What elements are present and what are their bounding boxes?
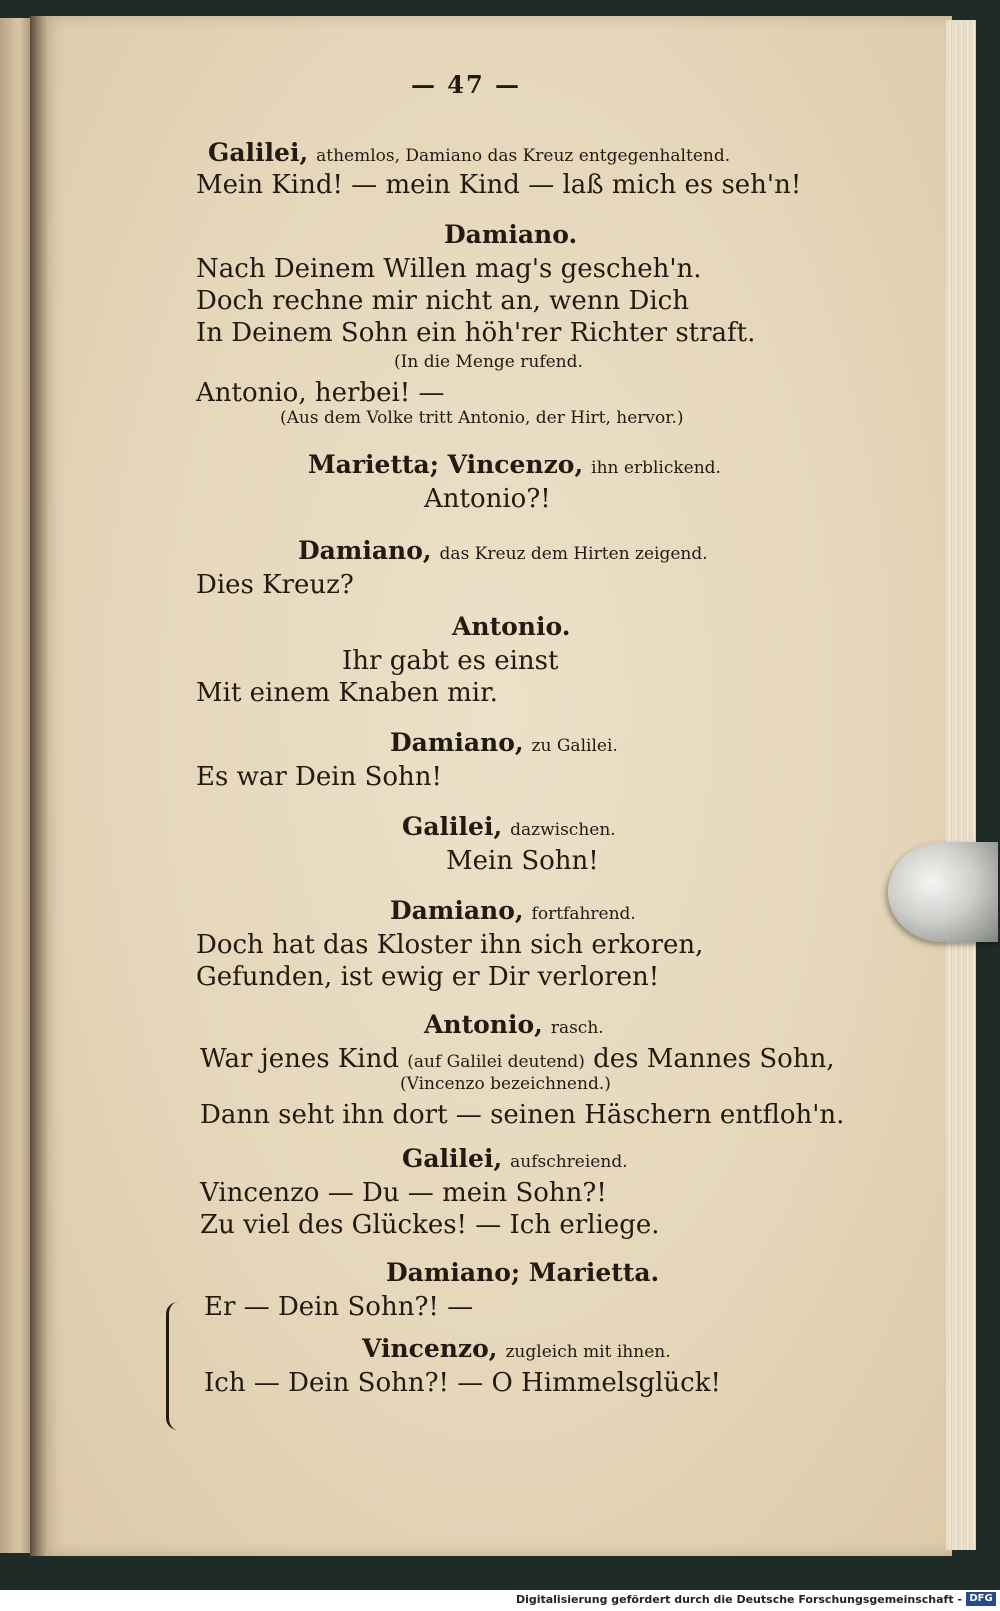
book-gutter — [30, 16, 48, 1556]
speech-line: Nach Deinem Willen mag's gescheh'n. — [196, 254, 702, 284]
speech-line: Antonio?! — [424, 484, 551, 514]
speech-line: Gefunden, ist ewig er Dir verloren! — [196, 962, 660, 992]
speech-line: Zu viel des Glückes! — Ich erliege. — [200, 1210, 660, 1240]
page-stack-edge — [946, 20, 976, 1550]
dfg-logo: DFG — [966, 1592, 996, 1606]
speaker-heading: Damiano, das Kreuz dem Hirten zeigend. — [298, 536, 708, 565]
speaker-heading: Antonio, rasch. — [424, 1010, 604, 1039]
speech-line: Mit einem Knaben mir. — [196, 678, 498, 708]
speech-line: Es war Dein Sohn! — [196, 762, 442, 792]
speaker-heading: Galilei, aufschreiend. — [402, 1144, 628, 1173]
page-clip — [888, 842, 998, 942]
speaker-heading: Damiano, fortfahrend. — [390, 896, 636, 925]
bracket-lower — [166, 1368, 181, 1430]
footer-credit: Digitalisierung gefördert durch die Deutsche Forschungsgemeinschaft - — [515, 1593, 962, 1606]
speech-line: Doch rechne mir nicht an, wenn Dich — [196, 286, 689, 316]
stage-direction: (Vincenzo bezeichnend.) — [400, 1074, 611, 1094]
page-number: — 47 — — [410, 70, 522, 99]
speech-line: Ich — Dein Sohn?! — O Himmelsglück! — [204, 1368, 721, 1398]
facing-page-edge — [0, 18, 32, 1553]
bracket-upper — [166, 1302, 181, 1368]
speaker-heading: Damiano, zu Galilei. — [390, 728, 618, 757]
speech-line: Er — Dein Sohn?! — — [204, 1292, 474, 1322]
speaker-heading: Galilei, athemlos, Damiano das Kreuz entgegenhaltend. — [208, 138, 731, 167]
stage-direction: (Aus dem Volke tritt Antonio, der Hirt, hervor.) — [280, 408, 684, 428]
speech-line: War jenes Kind (auf Galilei deutend) des Mannes Sohn, — [200, 1044, 835, 1074]
speech-line: Ihr gabt es einst — [342, 646, 559, 676]
speaker-heading: Galilei, dazwischen. — [402, 812, 616, 841]
speaker-heading: Antonio. — [452, 612, 571, 641]
speech-line: Mein Sohn! — [446, 846, 599, 876]
speech-line: Dann seht ihn dort — seinen Häschern entfloh'n. — [200, 1100, 845, 1130]
speech-line: Vincenzo — Du — mein Sohn?! — [200, 1178, 607, 1208]
stage-direction: (In die Menge rufend. — [394, 352, 583, 372]
speaker-heading: Marietta; Vincenzo, ihn erblickend. — [308, 450, 721, 479]
speech-line: In Deinem Sohn ein höh'rer Richter straft. — [196, 318, 756, 348]
speaker-heading: Vincenzo, zugleich mit ihnen. — [362, 1334, 671, 1363]
speech-line: Dies Kreuz? — [196, 570, 354, 600]
speech-line: Antonio, herbei! — — [196, 378, 445, 408]
speech-line: Mein Kind! — mein Kind — laß mich es seh'n! — [196, 170, 802, 200]
speaker-heading: Damiano; Marietta. — [386, 1258, 660, 1287]
speaker-heading: Damiano. — [444, 220, 578, 249]
speech-line: Doch hat das Kloster ihn sich erkoren, — [196, 930, 704, 960]
